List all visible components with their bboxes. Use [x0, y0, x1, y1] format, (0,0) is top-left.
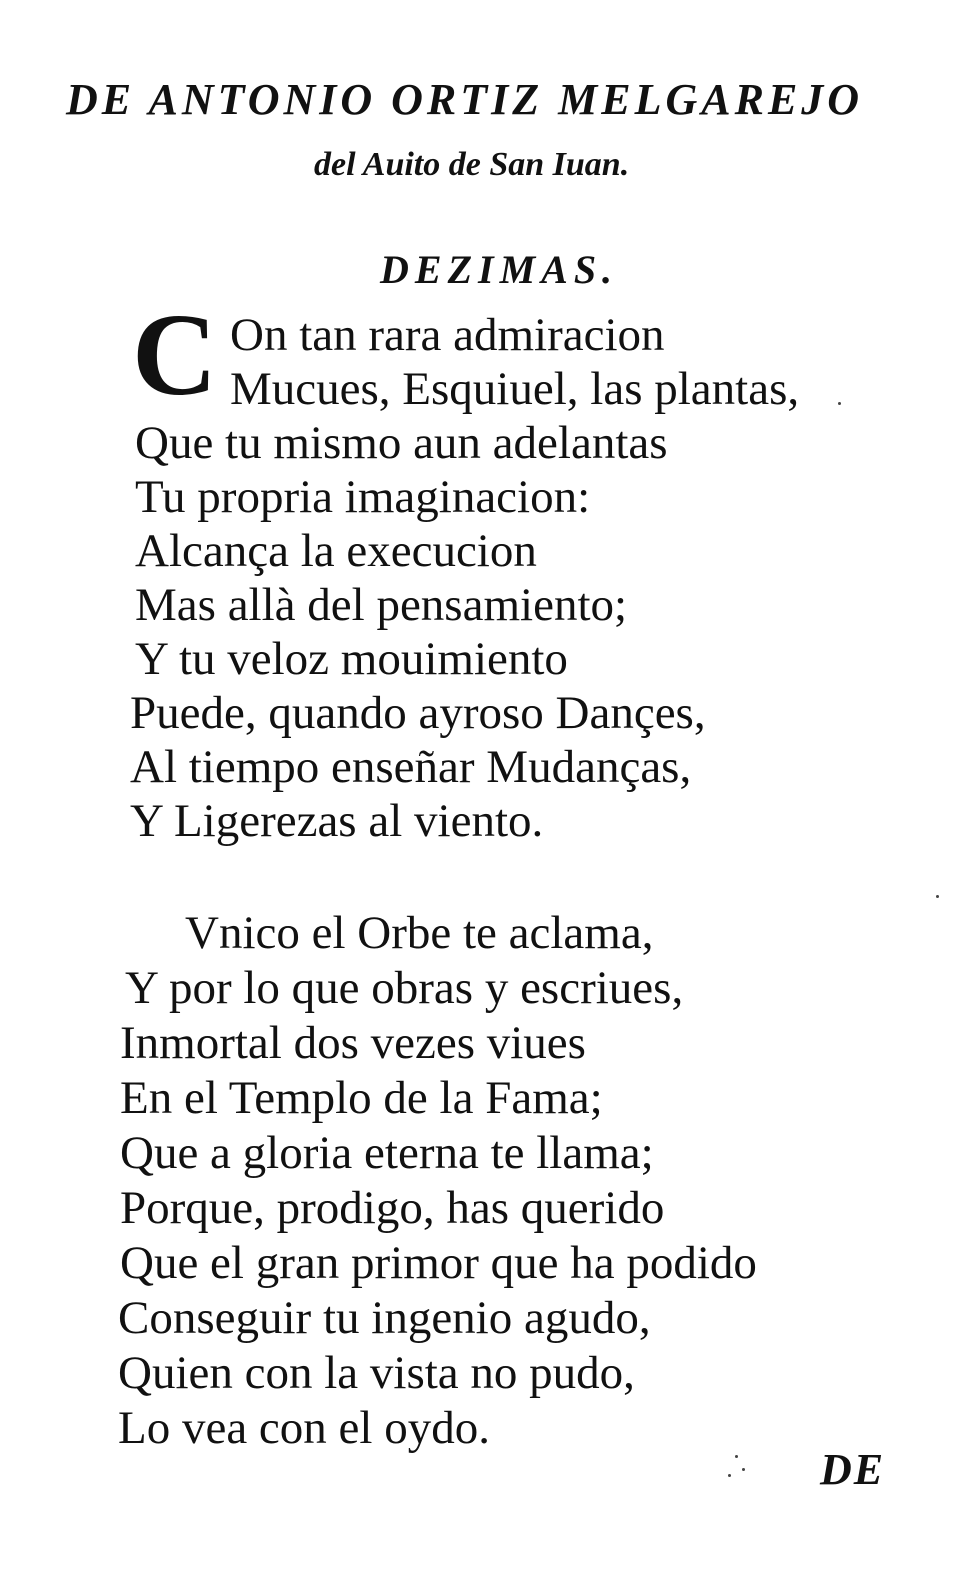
ink-speck [735, 1455, 738, 1458]
ink-speck [742, 1468, 745, 1471]
stanza2-line: Que el gran primor que ha podido [120, 1237, 757, 1289]
stanza2-line: En el Templo de la Fama; [120, 1072, 603, 1124]
stanza1-line: Puede, quando ayroso Dançes, [130, 687, 706, 739]
stanza1-line: Que tu mismo aun adelantas [135, 417, 668, 469]
stanza2-line: Porque, prodigo, has querido [120, 1182, 665, 1234]
drop-capital: C [132, 289, 218, 420]
stanza1-line: Mucues, Esquiuel, las plantas, [230, 363, 800, 415]
stanza2-line: Vnico el Orbe te aclama, [185, 907, 654, 959]
stanza2-line: Quien con la vista no pudo, [118, 1347, 635, 1399]
stanza1-line: Y tu veloz mouimiento [135, 633, 568, 685]
stanza1-line: Tu propria imaginacion: [135, 471, 591, 523]
catchword: DE [820, 1445, 886, 1494]
stanza1-line: Y Ligerezas al viento. [130, 795, 544, 847]
stanza2-line: Y por lo que obras y escriues, [125, 962, 684, 1014]
stanza1-line: Alcança la execucion [135, 525, 537, 577]
author-heading: DE ANTONIO ORTIZ MELGAREJO [66, 75, 864, 124]
stanza2-line: Que a gloria eterna te llama; [120, 1127, 654, 1179]
section-title: DEZIMAS. [380, 247, 619, 292]
stanza2-line: Lo vea con el oydo. [118, 1402, 490, 1454]
author-subtitle: del Auito de San Iuan. [314, 146, 630, 183]
stanza1-line: Al tiempo enseñar Mudanças, [130, 741, 692, 793]
stanza2-line: Conseguir tu ingenio agudo, [118, 1292, 651, 1344]
ink-speck [838, 402, 841, 405]
stanza1-line: Mas allà del pensamiento; [135, 579, 628, 631]
stanza1-line: On tan rara admiracion [230, 309, 665, 361]
stanza2-line: Inmortal dos vezes viues [120, 1017, 586, 1069]
ink-speck [728, 1474, 731, 1477]
ink-speck [936, 895, 939, 898]
